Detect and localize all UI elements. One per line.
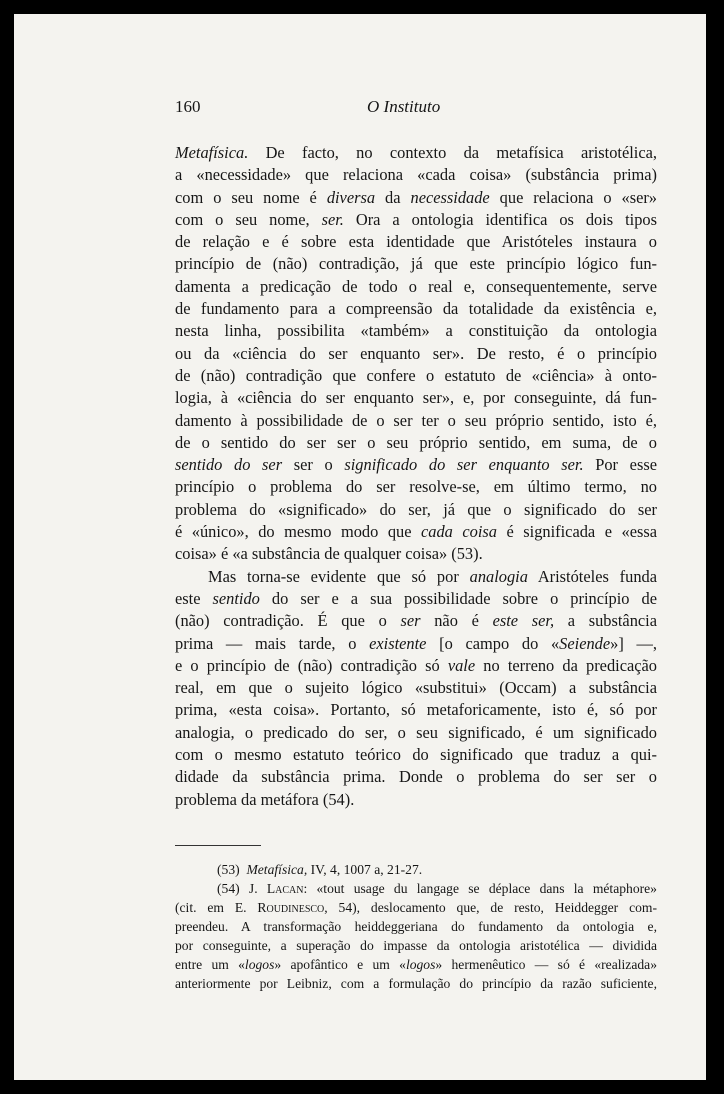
emphasis: necessidade — [410, 187, 490, 207]
text-run: com o seu nome, — [175, 209, 322, 229]
text-line: de fundamento para a compreensão da totalidade da existência e, — [175, 299, 657, 319]
footnote-54 — [175, 879, 657, 993]
text-line: problema da metáfora (54). — [175, 789, 355, 809]
text-line: princípio o problema do ser resolve-se, em último termo, no — [175, 477, 657, 497]
author-name: Roudinesco — [257, 900, 325, 915]
text-line: logia, à «ciência do ser enquanto ser», e, por conseguinte, dá fun- — [175, 388, 657, 408]
text-run: De facto, no contexto da metafísica aristotélica, — [248, 143, 657, 162]
text-line — [175, 898, 657, 917]
emphasis: Metafísica, — [246, 862, 308, 877]
text-line: prima, «esta coisa». Portanto, só metaforicamente, isto é, só por — [175, 700, 657, 720]
text-run: » hermenêutico — só é «realizada» — [435, 957, 657, 972]
emphasis: diversa — [326, 187, 376, 207]
text-run: da — [375, 187, 411, 207]
emphasis: Metafísica. — [175, 143, 249, 162]
emphasis: vale — [447, 655, 476, 675]
emphasis: este ser, — [492, 611, 555, 631]
text-run: prima — mais tarde, o — [175, 633, 370, 653]
text-run: é significada e «essa — [496, 522, 657, 542]
text-run: com o seu nome é — [175, 187, 327, 207]
text-run: (não) contradição. É que o — [175, 611, 401, 631]
text-run: não é — [420, 611, 493, 631]
text-line: de o sentido do ser ser o seu próprio sentido, em suma, de o — [175, 432, 657, 452]
running-header — [175, 97, 657, 121]
emphasis: sentido — [212, 588, 260, 608]
footnote-number: (54) — [217, 881, 240, 896]
text-line: com o mesmo estatuto teórico do significado que traduz a qui- — [175, 745, 657, 765]
text-line — [175, 142, 657, 164]
paragraph-2 — [175, 566, 657, 811]
text-run: no terreno da predicação — [475, 655, 657, 675]
paragraph-1 — [175, 142, 657, 566]
text-line: anteriormente por Leibniz, com a formulação do princípio da razão suficiente, — [175, 976, 657, 991]
text-line: de relação e é sobre esta identidade que Aristóteles instaura o — [175, 232, 657, 252]
text-run: Por esse — [583, 455, 657, 475]
text-run: J. — [239, 881, 267, 896]
text-line: ou da «ciência do ser enquanto ser». De resto, é o princípio — [175, 343, 657, 363]
emphasis: analogia — [469, 566, 528, 586]
text-line: damenta a predicação de todo o real e, consequentemente, serve — [175, 276, 657, 296]
text-line — [175, 566, 657, 588]
page — [14, 14, 706, 1080]
author-name: Lacan — [266, 881, 304, 896]
text-run: Ora a ontologia identifica os dois tipos — [343, 209, 657, 229]
text-line — [175, 610, 657, 632]
text-run: é «único», do mesmo modo que — [175, 522, 421, 542]
text-line: damento à possibilidade de o ser ter o seu próprio sentido, isto é, — [175, 410, 657, 430]
emphasis: existente — [369, 633, 427, 653]
text-run: (cit. em E. — [175, 900, 258, 915]
emphasis: cada coisa — [421, 522, 497, 542]
text-run: ser o — [282, 455, 345, 475]
text-line: nesta linha, possibilita «também» a constituição da ontologia — [175, 321, 657, 341]
text-line — [175, 879, 657, 898]
text-line: didade da substância prima. Donde o problema do ser ser o — [175, 767, 657, 787]
text-line: preendeu. A transformação heiddeggeriana do fundamento da ontologia e, — [175, 919, 657, 934]
text-run: entre um « — [175, 957, 245, 972]
footnote-number: (53) — [217, 862, 240, 877]
text-line — [175, 521, 657, 543]
text-run: » apofântico e um « — [274, 957, 406, 972]
emphasis: ser. — [321, 209, 344, 229]
text-run: e o princípio de (não) contradição só — [175, 655, 448, 675]
text-run: : «tout usage du langage se déplace dans la métaphore» — [303, 881, 657, 896]
text-line — [175, 588, 657, 610]
emphasis: significado do ser enquanto ser. — [344, 455, 584, 475]
page-number: 160 — [175, 97, 201, 116]
text-line: princípio de (não) contradição, já que este princípio lógico fun- — [175, 254, 657, 274]
text-line: analogia, o predicado do ser, o seu significado, é um significado — [175, 722, 657, 742]
text-run: IV, 4, 1007 a, 21-27. — [307, 862, 423, 877]
emphasis: logos — [405, 957, 436, 972]
text-line: por conseguinte, a superação do impasse da ontologia aristotélica — dividida — [175, 938, 657, 953]
text-run: que relaciona o «ser» — [489, 187, 658, 207]
text-run: Mas torna-se evidente que só por — [208, 566, 470, 586]
text-run: Aristóteles funda — [527, 566, 657, 586]
text-run: , 54), deslocamento que, de resto, Heiddegger com- — [324, 900, 657, 915]
text-run: este — [175, 588, 213, 608]
text-line: real, em que o sujeito lógico «substitui» (Occam) a substância — [175, 678, 657, 698]
emphasis: Seiende — [559, 633, 611, 653]
emphasis: sentido do ser — [175, 455, 283, 475]
text-line — [175, 187, 657, 209]
text-line — [175, 454, 657, 476]
text-line: a «necessidade» que relaciona «cada coisa» (substância prima) — [175, 165, 657, 185]
text-run: do ser e a sua possibilidade sobre o princípio de — [259, 588, 657, 608]
text-line — [175, 209, 657, 231]
text-run: »] —, — [610, 633, 657, 653]
body-text — [175, 142, 657, 811]
running-title: O Instituto — [367, 97, 441, 116]
text-line — [175, 633, 657, 655]
emphasis: logos — [244, 957, 275, 972]
footnote-53 — [175, 860, 657, 879]
text-line: de (não) contradição que confere o estatuto de «ciência» à onto- — [175, 365, 657, 385]
footnotes — [175, 860, 657, 993]
text-line — [175, 955, 657, 974]
footnote-rule — [175, 845, 261, 846]
text-line — [175, 655, 657, 677]
text-line: coisa» é «a substância de qualquer coisa» (53). — [175, 544, 483, 564]
text-run: [o campo do « — [426, 633, 560, 653]
text-line: problema do «significado» do ser, já que o significado do ser — [175, 499, 657, 519]
emphasis: ser — [400, 611, 421, 631]
text-run: a substância — [554, 611, 658, 631]
